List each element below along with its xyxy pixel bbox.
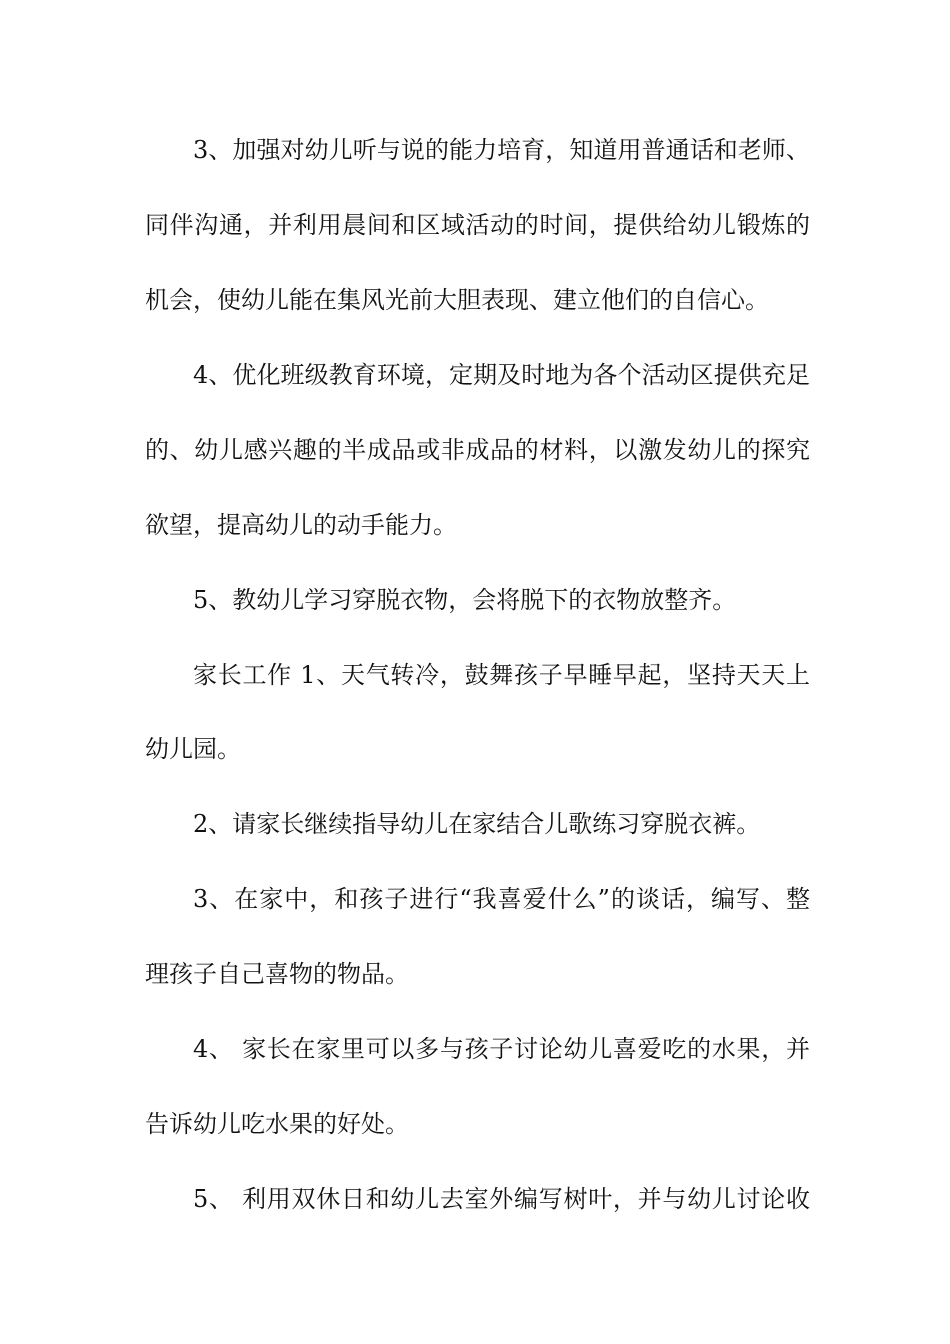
paragraph-line: 5、 利用双休日和幼儿去室外编写树叶，并与幼儿讨论收 xyxy=(193,1185,810,1213)
paragraph-line: 幼儿园。 xyxy=(145,735,241,763)
paragraph-line: 4、优化班级教育环境，定期及时地为各个活动区提供充足 xyxy=(193,361,810,389)
paragraph-line: 3、在家中，和孩子进行“我喜爱什么”的谈话，编写、整 xyxy=(193,885,810,913)
paragraph-line: 告诉幼儿吃水果的好处。 xyxy=(145,1110,409,1138)
paragraph-line: 3、加强对幼儿听与说的能力培育，知道用普通话和老师、 xyxy=(193,136,810,164)
paragraph-line: 同伴沟通，并利用晨间和区域活动的时间，提供给幼儿锻炼的 xyxy=(145,211,810,239)
paragraph-line: 2、请家长继续指导幼儿在家结合儿歌练习穿脱衣裤。 xyxy=(193,810,761,838)
paragraph-line: 理孩子自己喜物的物品。 xyxy=(145,960,409,988)
paragraph-line: 的、幼儿感兴趣的半成品或非成品的材料，以激发幼儿的探究 xyxy=(145,436,810,464)
paragraph-line: 欲望，提高幼儿的动手能力。 xyxy=(145,511,457,539)
paragraph-line: 5、教幼儿学习穿脱衣物，会将脱下的衣物放整齐。 xyxy=(193,586,737,614)
paragraph-line: 家长工作 1、天气转冷，鼓舞孩子早睡早起，坚持天天上 xyxy=(193,661,810,689)
paragraph-line: 4、 家长在家里可以多与孩子讨论幼儿喜爱吃的水果，并 xyxy=(193,1035,810,1063)
paragraph-line: 机会，使幼儿能在集风光前大胆表现、建立他们的自信心。 xyxy=(145,286,769,314)
